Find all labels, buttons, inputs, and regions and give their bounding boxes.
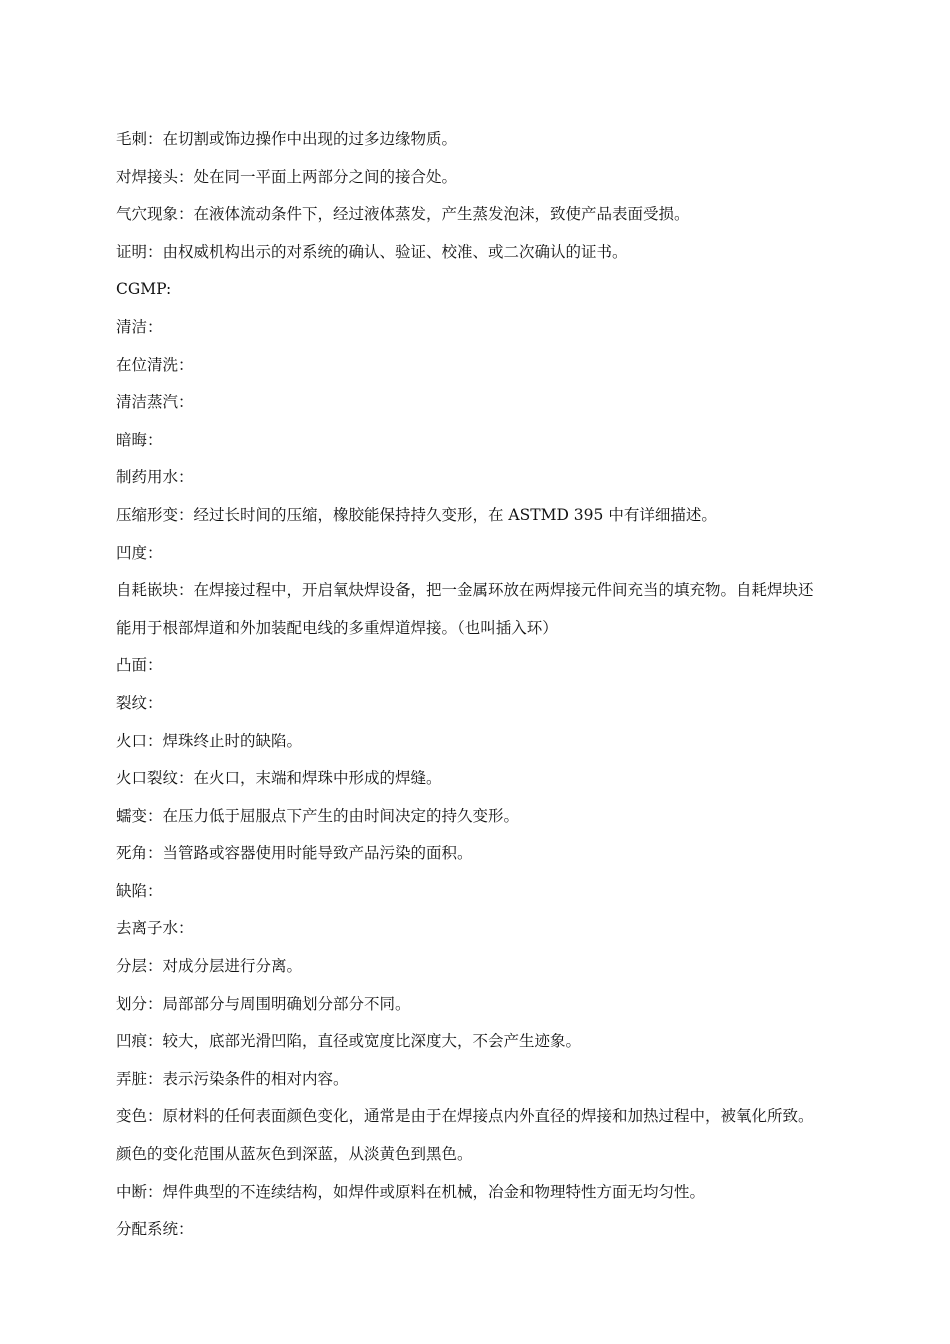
glossary-entry: 凸面： [116,656,163,675]
glossary-entry: 气穴现象：在液体流动条件下，经过液体蒸发，产生蒸发泡沫，致使产品表面受损。 [116,205,690,224]
glossary-entry: 清洁： [116,317,163,336]
glossary-entry: 去离子水： [116,919,194,938]
glossary-body [116,121,876,1249]
glossary-entry: 暗晦： [116,430,163,449]
glossary-entry-continuation: 能用于根部焊道和外加装配电线的多重焊道焊接。（也叫插入环） [116,618,558,637]
glossary-entry: 死角：当管路或容器使用时能导致产品污染的面积。 [116,844,473,863]
glossary-entry: 凹痕：较大，底部光滑凹陷，直径或宽度比深度大，不会产生迹象。 [116,1032,582,1051]
glossary-entry: 分层：对成分层进行分离。 [116,957,303,976]
glossary-entry: 凹度： [116,543,163,562]
glossary-entry: 对焊接头：处在同一平面上两部分之间的接合处。 [116,167,458,186]
glossary-entry: 在位清洗： [116,355,194,374]
glossary-entry: 缺陷： [116,881,163,900]
glossary-entry: 压缩形变：经过长时间的压缩，橡胶能保持持久变形，在 ASTMD 395 中有详细描述。 [116,505,717,524]
glossary-entry: 自耗嵌块：在焊接过程中，开启氧炔焊设备，把一金属环放在两焊接元件间充当的填充物。自耗焊块还 [116,581,814,600]
glossary-entry: 分配系统： [116,1220,194,1239]
glossary-entry: 火口：焊珠终止时的缺陷。 [116,731,303,750]
glossary-entry: 弄脏：表示污染条件的相对内容。 [116,1069,349,1088]
glossary-entry: 蠕变：在压力低于屈服点下产生的由时间决定的持久变形。 [116,806,520,825]
glossary-entry: 清洁蒸汽： [116,393,194,412]
glossary-entry: 划分：局部部分与周围明确划分部分不同。 [116,994,411,1013]
glossary-entry: 制药用水： [116,468,194,487]
glossary-entry: 中断：焊件典型的不连续结构，如焊件或原料在机械，冶金和物理特性方面无均匀性。 [116,1182,706,1201]
glossary-entry: 裂纹： [116,693,163,712]
glossary-entry: CGMP: [116,280,172,299]
glossary-entry-continuation: 颜色的变化范围从蓝灰色到深蓝，从淡黄色到黑色。 [116,1145,473,1164]
glossary-entry: 证明：由权威机构出示的对系统的确认、验证、校准、或二次确认的证书。 [116,242,628,261]
glossary-entry: 火口裂纹：在火口，末端和焊珠中形成的焊缝。 [116,769,442,788]
glossary-entry: 变色：原材料的任何表面颜色变化，通常是由于在焊接点内外直径的焊接和加热过程中，被氧化所致。 [116,1107,814,1126]
glossary-entry: 毛刺：在切割或饰边操作中出现的过多边缘物质。 [116,130,458,148]
